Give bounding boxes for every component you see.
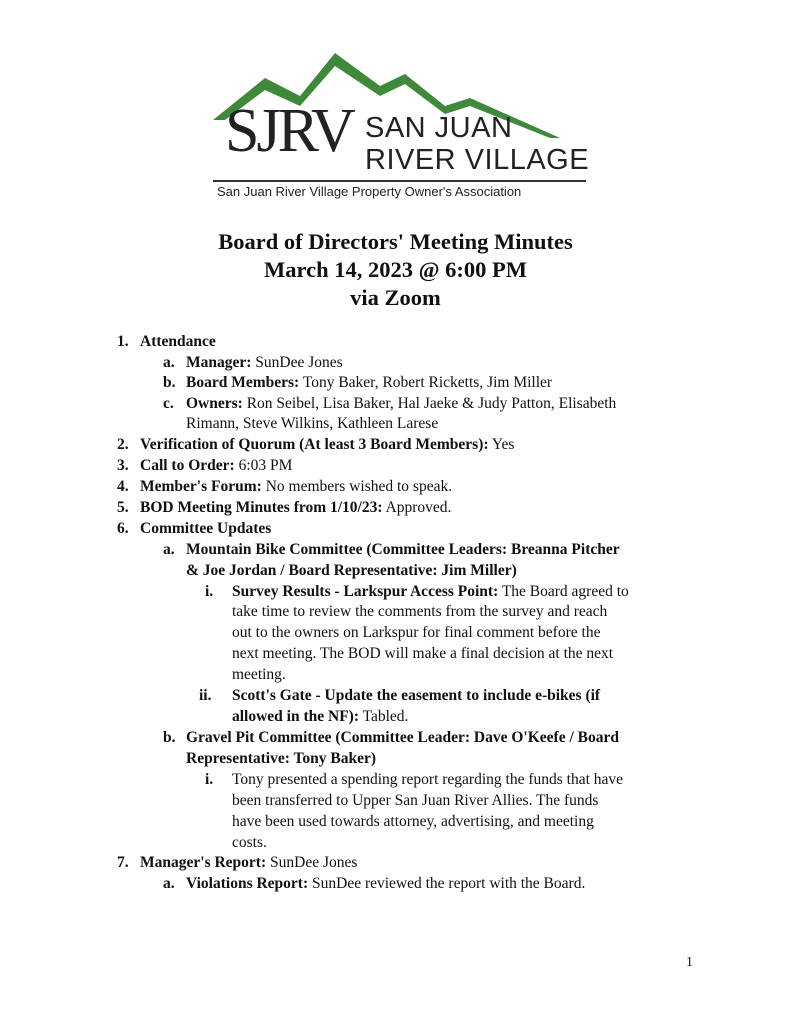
- survey-results-line: meeting.: [232, 666, 286, 683]
- section-manager-report: Manager's Report: SunDee Jones: [140, 854, 358, 871]
- logo-tagline: San Juan River Village Property Owner's Association: [217, 184, 522, 199]
- subitem-letter: a.: [163, 354, 175, 371]
- roman-numeral: ii.: [199, 687, 212, 704]
- violations-report: Violations Report: SunDee reviewed the report with the Board.: [186, 875, 586, 892]
- item-number: 1.: [117, 333, 129, 350]
- attendance-board: Board Members: Tony Baker, Robert Ricketts, Jim Miller: [186, 374, 553, 391]
- item-number: 3.: [117, 457, 129, 474]
- gravel-committee-heading: Gravel Pit Committee (Committee Leader: Dave O'Keefe / Board: [186, 729, 619, 746]
- survey-results: Survey Results - Larkspur Access Point: The Board agreed to: [232, 583, 629, 600]
- meeting-venue: via Zoom: [350, 285, 441, 310]
- subitem-letter: b.: [163, 729, 176, 746]
- scotts-gate-cont: allowed in the NF): Tabled.: [232, 708, 409, 725]
- item-number: 2.: [117, 436, 129, 453]
- section-committee-updates: Committee Updates: [140, 520, 272, 537]
- section-quorum: Verification of Quorum (At least 3 Board Members): Yes: [140, 436, 515, 453]
- gravel-report-line: Tony presented a spending report regarding the funds that have: [232, 771, 624, 788]
- attendance-owners: Owners: Ron Seibel, Lisa Baker, Hal Jaeke & Judy Patton, Elisabeth: [186, 395, 617, 412]
- item-number: 7.: [117, 854, 129, 871]
- item-number: 6.: [117, 520, 129, 537]
- subitem-letter: b.: [163, 374, 176, 391]
- item-number: 4.: [117, 478, 129, 495]
- subitem-letter: c.: [163, 395, 174, 412]
- logo-letters: SJRV: [225, 97, 353, 165]
- attendance-owners-cont: Rimann, Steve Wilkins, Kathleen Larese: [186, 415, 439, 432]
- gravel-report-line: have been used towards attorney, advertising, and meeting: [232, 813, 594, 830]
- survey-results-line: take time to review the comments from the survey and reach: [232, 603, 608, 620]
- document-title: Board of Directors' Meeting Minutes: [218, 229, 573, 254]
- logo-name-line2: RIVER VILLAGE: [365, 144, 590, 176]
- logo-divider: [213, 180, 586, 182]
- scotts-gate: Scott's Gate - Update the easement to include e-bikes (if: [232, 687, 601, 704]
- roman-numeral: i.: [205, 771, 214, 788]
- section-attendance: Attendance: [140, 333, 216, 350]
- subitem-letter: a.: [163, 875, 175, 892]
- attendance-manager: Manager: SunDee Jones: [186, 354, 343, 371]
- item-number: 5.: [117, 499, 129, 516]
- roman-numeral: i.: [205, 583, 214, 600]
- logo: [205, 48, 590, 198]
- section-bod-minutes: BOD Meeting Minutes from 1/10/23: Approved.: [140, 499, 452, 516]
- meeting-date: March 14, 2023 @ 6:00 PM: [264, 257, 527, 282]
- subitem-letter: a.: [163, 541, 175, 558]
- survey-results-line: out to the owners on Larkspur for final comment before the: [232, 624, 601, 641]
- mtb-committee-heading: Mountain Bike Committee (Committee Leaders: Breanna Pitcher: [186, 541, 620, 558]
- gravel-report-line: costs.: [232, 834, 267, 851]
- logo-name-line1: SAN JUAN: [365, 112, 513, 144]
- mtb-committee-heading-cont: & Joe Jordan / Board Representative: Jim Miller): [186, 562, 517, 579]
- section-members-forum: Member's Forum: No members wished to speak.: [140, 478, 453, 495]
- section-call-to-order: Call to Order: 6:03 PM: [140, 457, 293, 474]
- gravel-report-line: been transferred to Upper San Juan River Allies. The funds: [232, 792, 599, 809]
- page-number: 1: [686, 955, 693, 970]
- gravel-committee-heading-cont: Representative: Tony Baker): [186, 750, 377, 767]
- survey-results-line: next meeting. The BOD will make a final decision at the next: [232, 645, 614, 662]
